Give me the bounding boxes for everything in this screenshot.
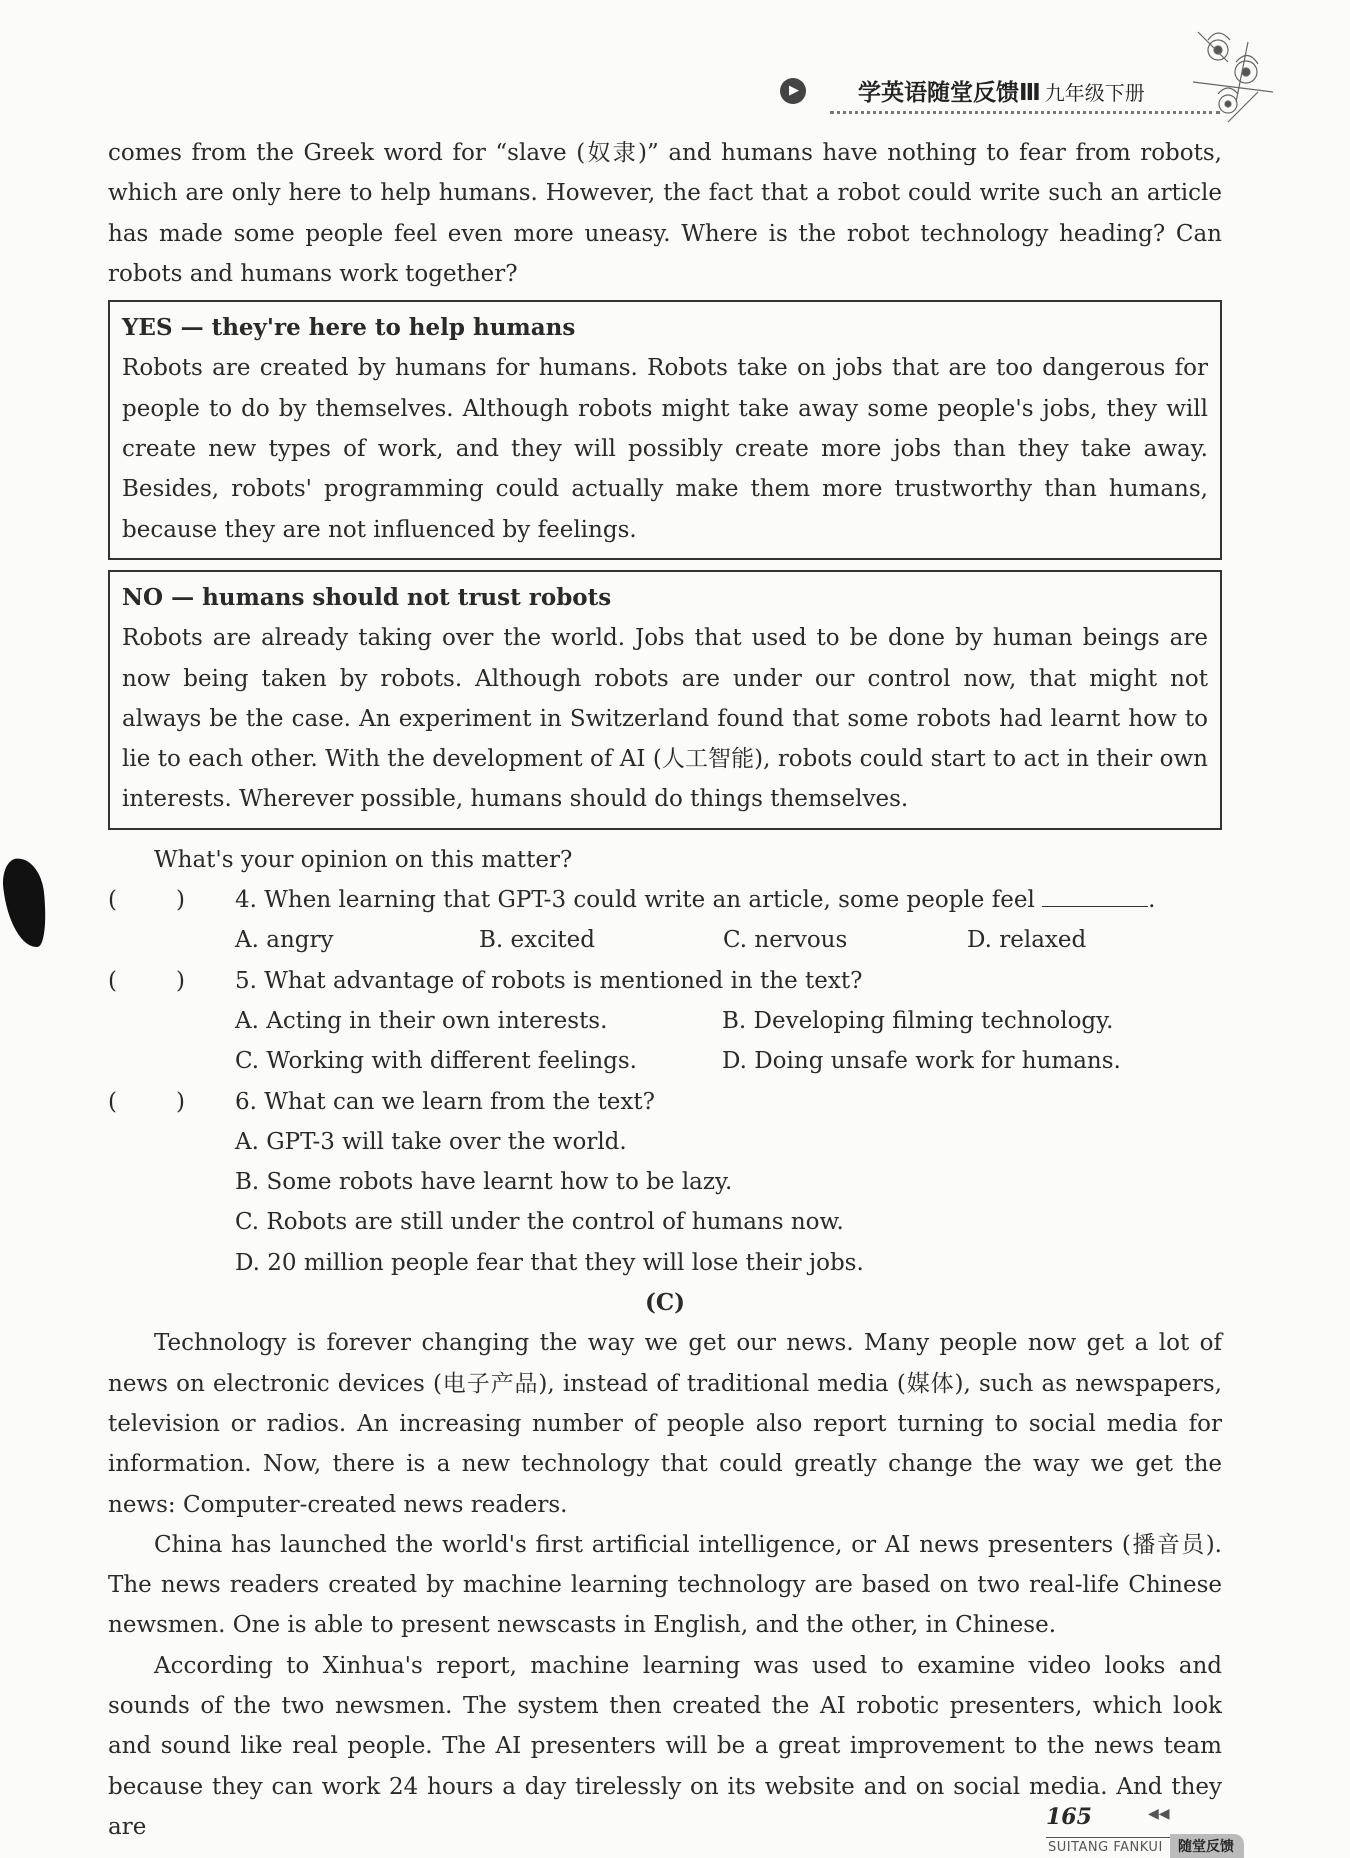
ink-blot <box>0 856 49 950</box>
option: B. Some robots have learnt how to be lazy. <box>235 1169 733 1196</box>
yes-box <box>108 300 1222 560</box>
option: C. Robots are still under the control of humans now. <box>235 1209 844 1236</box>
question-6 <box>108 1082 1222 1122</box>
footer-series-en: SUITANG FANKUI <box>1048 1840 1163 1855</box>
question-4-end: . <box>1148 887 1156 914</box>
opinion-line: What's your opinion on this matter? <box>154 846 573 873</box>
yes-box-text: Robots are created by humans for humans. Robots take on jobs that are too dangerous for people to do by themselves. Although robots might take away some people's jobs, they will create new types of work, and they will possibly create more jobs than they take away. Besides, robots' programming could actually make them more trustworthy than humans, because they are not influenced by feelings. <box>122 355 1208 543</box>
question-5-stem: 5. What advantage of robots is mentioned in the text? <box>235 967 863 994</box>
page-content <box>108 133 1222 1847</box>
question-4 <box>108 880 1222 920</box>
footer-rule <box>1046 1837 1176 1838</box>
option: D. 20 million people fear that they will lose their jobs. <box>235 1249 864 1276</box>
intro-paragraph: comes from the Greek word for “slave (奴隶)” and humans have nothing to fear from robots, which are only here to help humans. However, the fact that a robot could write such an article has made some people feel even more uneasy. Where is the robot technology heading? Can robots and humans work together? <box>108 140 1222 287</box>
yes-box-title: YES — they're here to help humans <box>122 314 576 342</box>
question-6-stem: 6. What can we learn from the text? <box>235 1088 655 1115</box>
book-title-grade: 九年级下册 <box>1044 81 1145 105</box>
question-4-options <box>108 920 1222 960</box>
play-icon <box>780 78 806 104</box>
flower-decoration-icon <box>1188 22 1278 132</box>
answer-paren-open: ( <box>108 967 117 994</box>
question-5 <box>108 961 1222 1001</box>
answer-paren-open: ( <box>108 1088 117 1115</box>
option: A. GPT-3 will take over the world. <box>235 1128 627 1155</box>
option: B. excited <box>479 927 595 954</box>
footer-series-tag: 随堂反馈 <box>1170 1834 1244 1858</box>
answer-blank[interactable] <box>1042 880 1148 907</box>
no-box-text: Robots are already taking over the world. Jobs that used to be done by human beings are now being taken by robots. Although robots are under our control now, that might not always be the case. An experiment in Switzerland found that some robots had learnt how to lie to each other. With the development of AI (人工智能), robots could start to act in their own interests. Wherever possible, humans should do things themselves. <box>122 625 1208 813</box>
option: B. Developing filming technology. <box>722 1007 1114 1034</box>
arrows-icon: ◀◀ <box>1148 1806 1170 1822</box>
passage-c-paragraph: According to Xinhua's report, machine learning was used to examine video looks and sounds of the two newsmen. The system then created the AI robotic presenters, which look and sound like real people. The AI presenters will be a great improvement to the news team because they can work 24 hours a day tirelessly on its website and on social media. And they are <box>108 1652 1222 1840</box>
answer-paren-open: ( <box>108 887 117 914</box>
question-5-options-row2 <box>108 1041 1222 1081</box>
section-heading: (C) <box>644 1289 686 1317</box>
answer-paren-close: ) <box>176 887 185 914</box>
question-4-stem: 4. When learning that GPT-3 could write an article, some people feel <box>235 887 1035 914</box>
option: D. relaxed <box>967 927 1087 954</box>
answer-paren-close: ) <box>176 967 185 994</box>
option: D. Doing unsafe work for humans. <box>722 1048 1121 1075</box>
book-title <box>858 74 1145 107</box>
book-title-main: 学英语随堂反馈Ⅲ <box>858 80 1041 106</box>
option: A. angry <box>235 927 334 954</box>
no-box <box>108 570 1222 830</box>
passage-c-paragraph: China has launched the world's first artificial intelligence, or AI news presenters (播音员). The news readers created by machine learning technology are based on two real-life Chinese newsmen. One is able to present newscasts in English, and the other, in Chinese. <box>108 1531 1222 1639</box>
no-box-title: NO — humans should not trust robots <box>122 583 612 611</box>
question-5-options-row1 <box>108 1001 1222 1041</box>
answer-paren-close: ) <box>176 1088 185 1115</box>
page-number: 165 <box>1046 1804 1092 1830</box>
option: C. nervous <box>723 927 848 954</box>
option: C. Working with different feelings. <box>235 1048 637 1075</box>
passage-c-paragraph: Technology is forever changing the way we get our news. Many people now get a lot of news on electronic devices (电子产品), instead of traditional media (媒体), such as newspapers, television or radios. An increasing number of people also report turning to social media for information. Now, there is a new technology that could greatly change the way we get the news: Computer-created news readers. <box>108 1330 1222 1518</box>
header-dotted-rule <box>830 111 1220 114</box>
option: A. Acting in their own interests. <box>235 1007 608 1034</box>
